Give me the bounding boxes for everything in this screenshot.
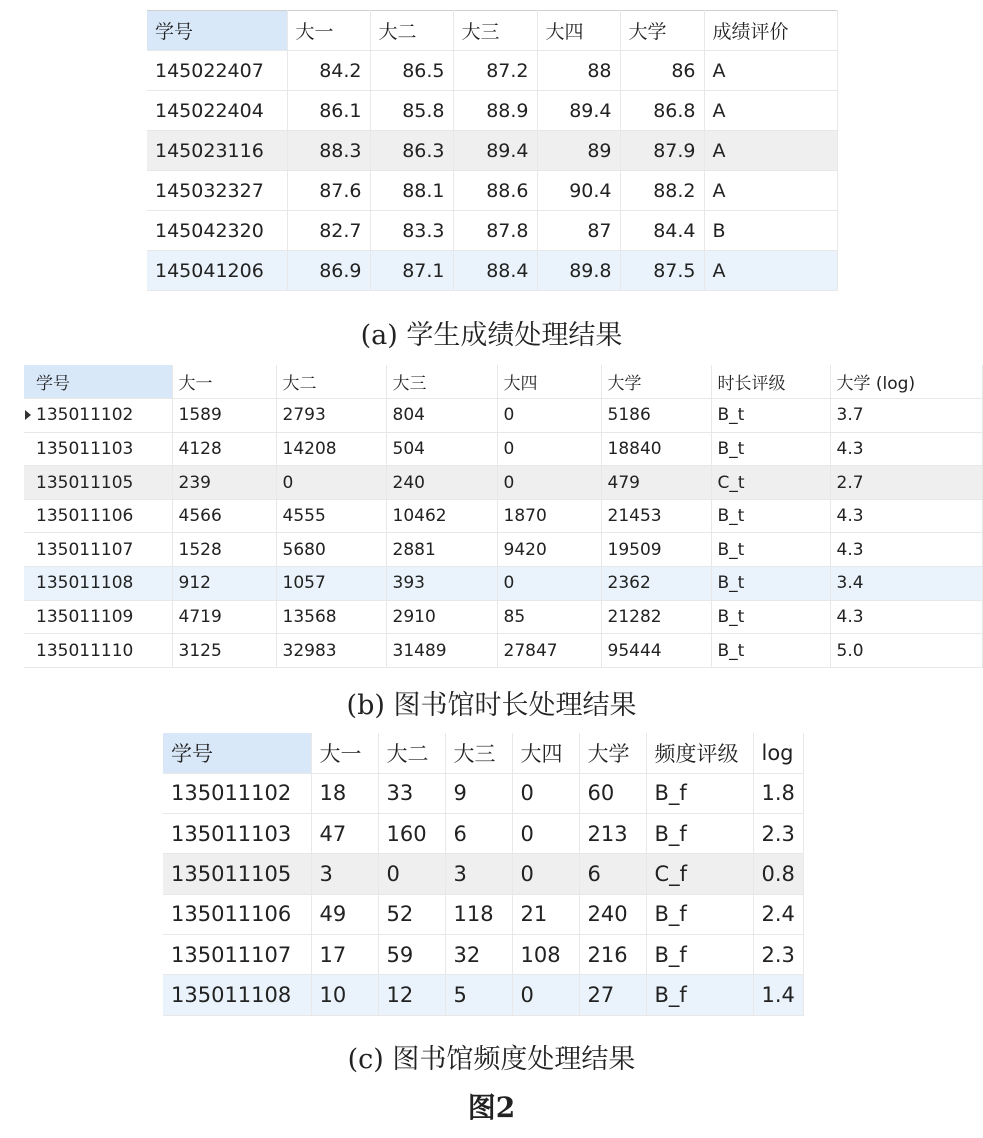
table-cell[interactable]: A <box>704 91 837 131</box>
table-cell[interactable]: 21282 <box>601 600 711 634</box>
table-row[interactable] <box>163 814 803 854</box>
table-cell[interactable]: 6 <box>579 854 646 894</box>
table-cell[interactable]: 83.3 <box>370 211 453 251</box>
table-row[interactable] <box>147 211 837 251</box>
table-cell[interactable]: 3125 <box>172 634 276 668</box>
table-cell[interactable]: 86.8 <box>620 91 704 131</box>
table-cell[interactable]: 87.8 <box>453 211 537 251</box>
table-cell[interactable]: 0 <box>497 567 601 601</box>
table-cell[interactable]: 4566 <box>172 499 276 533</box>
table-cell[interactable]: A <box>704 251 837 291</box>
table-cell[interactable]: 4555 <box>276 499 386 533</box>
table-cell[interactable]: 3.7 <box>830 399 982 433</box>
table-cell[interactable]: 4719 <box>172 600 276 634</box>
column-header[interactable]: 大四 <box>497 365 601 399</box>
column-header[interactable]: 大四 <box>537 11 620 51</box>
table-cell[interactable]: 86.3 <box>370 131 453 171</box>
table-cell[interactable]: 135011105 <box>163 854 311 894</box>
table-row[interactable] <box>24 466 982 500</box>
library-frequency-table <box>163 733 804 1016</box>
table-cell[interactable]: B_f <box>646 773 753 813</box>
table-cell[interactable]: 88 <box>537 51 620 91</box>
table-cell[interactable]: B_t <box>711 600 830 634</box>
table-cell[interactable]: 2910 <box>386 600 497 634</box>
table-cell[interactable]: 21453 <box>601 499 711 533</box>
table-cell[interactable]: A <box>704 171 837 211</box>
table-cell[interactable]: 912 <box>172 567 276 601</box>
table-cell[interactable]: 5.0 <box>830 634 982 668</box>
table-cell[interactable]: 1528 <box>172 533 276 567</box>
table-cell[interactable]: 4.3 <box>830 432 982 466</box>
table-cell[interactable]: 88.4 <box>453 251 537 291</box>
column-header[interactable]: 大学 <box>579 733 646 773</box>
table-cell[interactable]: 145041206 <box>147 251 287 291</box>
table-cell[interactable]: 135011103 <box>24 432 172 466</box>
table-cell[interactable]: 84.2 <box>287 51 370 91</box>
column-header[interactable]: 学号 <box>147 11 287 51</box>
table-cell[interactable]: 88.9 <box>453 91 537 131</box>
column-header[interactable]: 大学 <box>601 365 711 399</box>
table-cell[interactable]: B_t <box>711 634 830 668</box>
table-cell[interactable]: 89 <box>537 131 620 171</box>
table-cell[interactable]: 393 <box>386 567 497 601</box>
table-cell-text: 135011102 <box>36 405 134 426</box>
table-row[interactable] <box>24 600 982 634</box>
column-header[interactable]: 大三 <box>445 733 512 773</box>
table-cell[interactable]: 27 <box>579 975 646 1015</box>
table-row[interactable] <box>147 91 837 131</box>
table-cell[interactable]: 145042320 <box>147 211 287 251</box>
table-cell[interactable]: 0.8 <box>753 854 803 894</box>
table-cell[interactable]: 9 <box>445 773 512 813</box>
column-header[interactable]: 大二 <box>378 733 445 773</box>
table-cell[interactable]: 4128 <box>172 432 276 466</box>
table-row[interactable] <box>163 773 803 813</box>
table-cell[interactable]: B_t <box>711 432 830 466</box>
table-cell[interactable]: 10462 <box>386 499 497 533</box>
column-header[interactable]: 大二 <box>370 11 453 51</box>
table-cell[interactable]: A <box>704 51 837 91</box>
table-cell[interactable]: 145023116 <box>147 131 287 171</box>
column-header[interactable]: 时长评级 <box>711 365 830 399</box>
table-cell[interactable]: 145022407 <box>147 51 287 91</box>
table-cell[interactable]: 135011110 <box>24 634 172 668</box>
table-cell[interactable]: 5680 <box>276 533 386 567</box>
table-cell[interactable]: C_t <box>711 466 830 500</box>
table-cell[interactable]: B_t <box>711 399 830 433</box>
table-cell[interactable]: 18840 <box>601 432 711 466</box>
table-cell[interactable]: 49 <box>311 894 378 934</box>
table-cell[interactable]: 1589 <box>172 399 276 433</box>
library-duration-table <box>24 365 983 668</box>
table-cell[interactable]: B_f <box>646 814 753 854</box>
table-cell[interactable]: 87.5 <box>620 251 704 291</box>
table-cell[interactable]: 86.9 <box>287 251 370 291</box>
table-cell[interactable]: 479 <box>601 466 711 500</box>
table-row[interactable] <box>147 131 837 171</box>
table-cell[interactable]: 4.3 <box>830 533 982 567</box>
table-cell[interactable]: 87.1 <box>370 251 453 291</box>
table-cell[interactable]: 145032327 <box>147 171 287 211</box>
table-cell[interactable]: 4.3 <box>830 600 982 634</box>
table-cell[interactable]: 108 <box>512 934 579 974</box>
table-row[interactable] <box>24 567 982 601</box>
table-row[interactable] <box>24 399 982 433</box>
table-cell[interactable]: 0 <box>512 975 579 1015</box>
table-cell[interactable]: 0 <box>512 773 579 813</box>
table-cell[interactable]: 2881 <box>386 533 497 567</box>
table-cell[interactable]: 88.3 <box>287 131 370 171</box>
table-cell[interactable]: B_t <box>711 499 830 533</box>
table-cell[interactable]: 2.3 <box>753 934 803 974</box>
table-cell[interactable]: 216 <box>579 934 646 974</box>
column-header[interactable]: 大一 <box>172 365 276 399</box>
column-header[interactable]: 大三 <box>386 365 497 399</box>
caption-library-duration: (b) 图书馆时长处理结果 <box>346 690 637 721</box>
table-cell[interactable]: 135011105 <box>24 466 172 500</box>
column-header[interactable]: 学号 <box>163 733 311 773</box>
figure-label: 图2 <box>467 1091 516 1124</box>
table-cell[interactable]: 0 <box>512 854 579 894</box>
column-header[interactable]: 成绩评价 <box>704 11 837 51</box>
table-cell[interactable]: 27847 <box>497 634 601 668</box>
table-cell[interactable]: 4.3 <box>830 499 982 533</box>
table-cell[interactable]: 240 <box>386 466 497 500</box>
table-cell[interactable]: 213 <box>579 814 646 854</box>
table-cell[interactable]: 5186 <box>601 399 711 433</box>
table-cell[interactable]: 18 <box>311 773 378 813</box>
table-cell[interactable]: 95444 <box>601 634 711 668</box>
table-cell[interactable]: 87 <box>537 211 620 251</box>
table-cell[interactable]: 3.4 <box>830 567 982 601</box>
table-row[interactable] <box>163 894 803 934</box>
table-cell[interactable]: 90.4 <box>537 171 620 211</box>
table-header-row <box>24 365 982 399</box>
table-cell[interactable]: 14208 <box>276 432 386 466</box>
table-cell[interactable]: 1057 <box>276 567 386 601</box>
column-header[interactable]: 大四 <box>512 733 579 773</box>
table-cell[interactable]: 12 <box>378 975 445 1015</box>
table-cell[interactable]: 59 <box>378 934 445 974</box>
table-cell[interactable]: 21 <box>512 894 579 934</box>
table-cell[interactable]: 0 <box>497 399 601 433</box>
table-cell[interactable]: 9420 <box>497 533 601 567</box>
table-cell[interactable]: 86.5 <box>370 51 453 91</box>
table-cell[interactable]: 89.8 <box>537 251 620 291</box>
table-cell[interactable]: 33 <box>378 773 445 813</box>
table-cell[interactable]: 32983 <box>276 634 386 668</box>
table-cell[interactable]: 0 <box>378 854 445 894</box>
grade-results-table <box>147 10 838 291</box>
table-cell[interactable]: 2.7 <box>830 466 982 500</box>
table-cell[interactable]: 89.4 <box>537 91 620 131</box>
column-header[interactable]: 频度评级 <box>646 733 753 773</box>
table-cell[interactable]: 135011106 <box>24 499 172 533</box>
table-cell[interactable]: 135011107 <box>24 533 172 567</box>
table-header-row <box>163 733 803 773</box>
table-cell[interactable]: 1.8 <box>753 773 803 813</box>
table-cell[interactable]: 1870 <box>497 499 601 533</box>
column-header[interactable]: 大二 <box>276 365 386 399</box>
table-row[interactable] <box>163 975 803 1015</box>
table-row[interactable] <box>24 499 982 533</box>
table-cell[interactable]: 87.9 <box>620 131 704 171</box>
table-cell[interactable]: 89.4 <box>453 131 537 171</box>
table-cell[interactable]: 118 <box>445 894 512 934</box>
table-cell[interactable]: 135011108 <box>163 975 311 1015</box>
table-header-row <box>147 11 837 51</box>
table-cell[interactable]: 84.4 <box>620 211 704 251</box>
table-cell[interactable]: 10 <box>311 975 378 1015</box>
table-cell[interactable]: 47 <box>311 814 378 854</box>
table-cell[interactable]: 17 <box>311 934 378 974</box>
table-cell[interactable]: C_f <box>646 854 753 894</box>
table-cell[interactable]: 2.3 <box>753 814 803 854</box>
table-cell[interactable]: B_t <box>711 567 830 601</box>
table-cell[interactable]: 82.7 <box>287 211 370 251</box>
table-row[interactable] <box>147 251 837 291</box>
table-cell[interactable]: 13568 <box>276 600 386 634</box>
current-row-indicator-icon <box>25 410 31 420</box>
table-cell[interactable]: B_t <box>711 533 830 567</box>
table-cell[interactable]: 52 <box>378 894 445 934</box>
table-cell[interactable]: 19509 <box>601 533 711 567</box>
table-cell[interactable]: 1.4 <box>753 975 803 1015</box>
column-header[interactable]: 大一 <box>311 733 378 773</box>
table-cell[interactable]: 135011108 <box>24 567 172 601</box>
table-cell[interactable]: 239 <box>172 466 276 500</box>
table-cell[interactable]: 6 <box>445 814 512 854</box>
table-cell[interactable]: 2362 <box>601 567 711 601</box>
table-cell[interactable]: 88.1 <box>370 171 453 211</box>
table-cell[interactable]: 88.2 <box>620 171 704 211</box>
table-cell[interactable]: 504 <box>386 432 497 466</box>
table-cell[interactable]: 135011102 <box>163 773 311 813</box>
caption-library-frequency: (c) 图书馆频度处理结果 <box>347 1044 636 1075</box>
table-cell[interactable]: 31489 <box>386 634 497 668</box>
table-cell[interactable]: 0 <box>497 432 601 466</box>
table-cell[interactable]: 240 <box>579 894 646 934</box>
column-header[interactable]: 学号 <box>24 365 172 399</box>
table-row[interactable] <box>163 934 803 974</box>
table-cell[interactable]: 87.2 <box>453 51 537 91</box>
table-row[interactable] <box>163 854 803 894</box>
table-cell[interactable]: 87.6 <box>287 171 370 211</box>
table-cell[interactable]: 60 <box>579 773 646 813</box>
table-cell[interactable]: 0 <box>276 466 386 500</box>
column-header[interactable]: 大学 (log) <box>830 365 982 399</box>
table-cell[interactable]: 804 <box>386 399 497 433</box>
table-cell[interactable]: 86.1 <box>287 91 370 131</box>
table-cell[interactable]: 0 <box>512 814 579 854</box>
table-cell[interactable]: 85.8 <box>370 91 453 131</box>
table-cell[interactable]: 2.4 <box>753 894 803 934</box>
column-header[interactable]: 大三 <box>453 11 537 51</box>
table-cell[interactable]: 135011109 <box>24 600 172 634</box>
table-cell[interactable]: B <box>704 211 837 251</box>
table-row[interactable] <box>147 51 837 91</box>
column-header[interactable]: 大学 <box>620 11 704 51</box>
table-row[interactable] <box>24 533 982 567</box>
table-row[interactable] <box>147 171 837 211</box>
table-cell[interactable]: A <box>704 131 837 171</box>
table-row[interactable] <box>24 634 982 668</box>
table-cell[interactable]: 5 <box>445 975 512 1015</box>
table-cell[interactable]: 32 <box>445 934 512 974</box>
column-header[interactable]: 大一 <box>287 11 370 51</box>
table-cell[interactable]: B_f <box>646 975 753 1015</box>
table-cell[interactable]: 135011103 <box>163 814 311 854</box>
column-header[interactable]: log <box>753 733 803 773</box>
table-cell[interactable]: 135011107 <box>163 934 311 974</box>
table-cell[interactable]: 85 <box>497 600 601 634</box>
caption-grade-results: (a) 学生成绩处理结果 <box>360 320 623 351</box>
table-row[interactable] <box>24 432 982 466</box>
table-cell[interactable]: 3 <box>445 854 512 894</box>
table-cell[interactable]: 88.6 <box>453 171 537 211</box>
table-cell[interactable]: B_f <box>646 894 753 934</box>
table-cell[interactable]: 160 <box>378 814 445 854</box>
table-cell[interactable]: 135011106 <box>163 894 311 934</box>
table-cell[interactable] <box>24 399 172 433</box>
table-cell[interactable]: 3 <box>311 854 378 894</box>
table-cell[interactable]: 145022404 <box>147 91 287 131</box>
table-cell[interactable]: 86 <box>620 51 704 91</box>
table-cell[interactable]: 0 <box>497 466 601 500</box>
table-cell[interactable]: B_f <box>646 934 753 974</box>
table-cell[interactable]: 2793 <box>276 399 386 433</box>
